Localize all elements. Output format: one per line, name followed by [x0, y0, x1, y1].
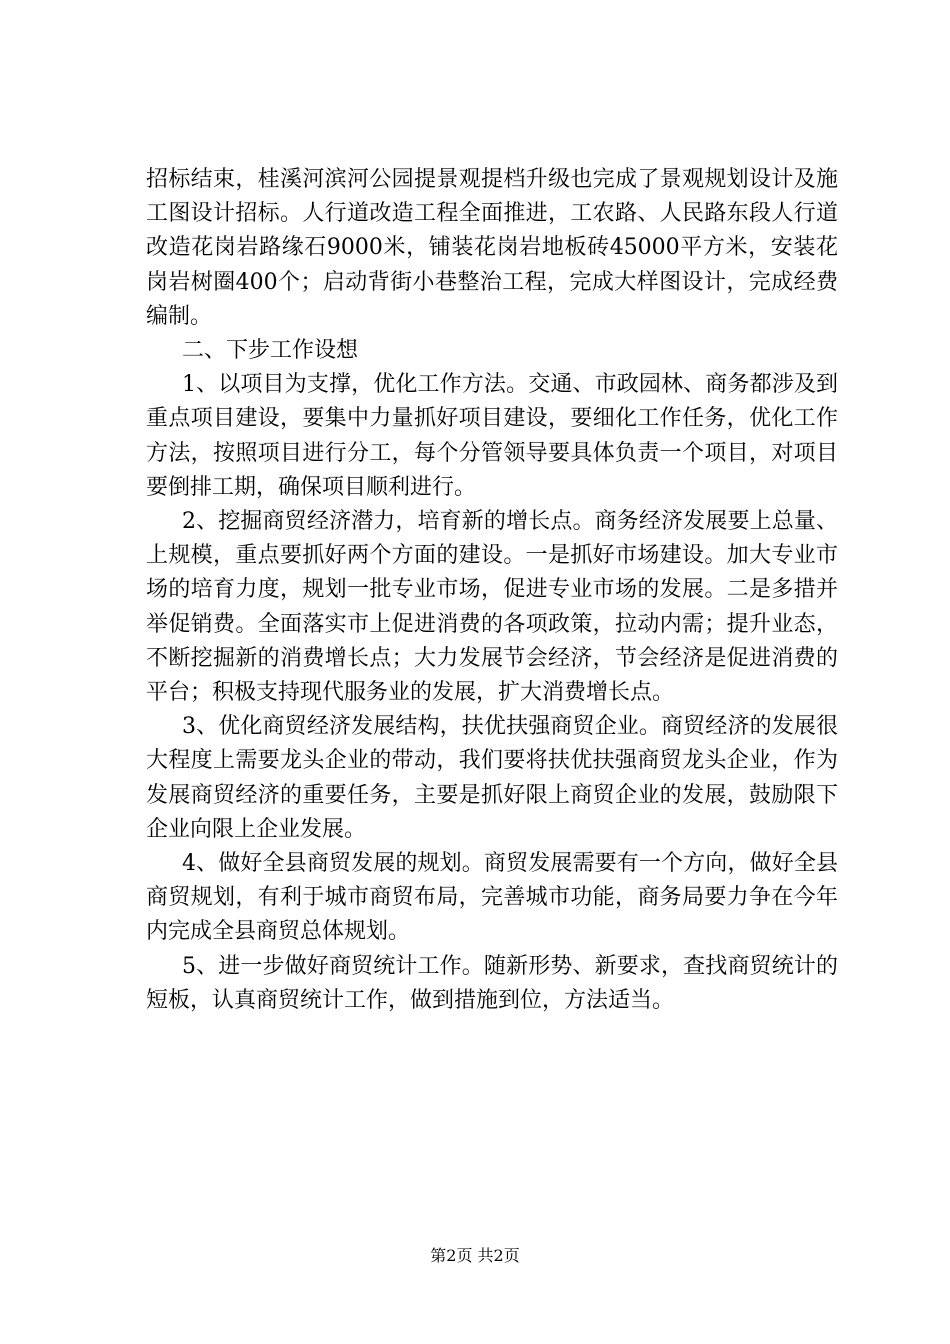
paragraph-continuation: 招标结束，桂溪河滨河公园提景观提档升级也完成了景观规划设计及施工图设计招标。人行道改造工程全面推进，工农路、人民路东段人行道改造花岗岩路缘石9000米，铺装花岗岩地板砖45000平方米，安装花岗岩树圈400个；启动背街小巷整治工程，完成大样图设计，完成经费编制。 — [146, 167, 838, 329]
page-footer — [0, 1246, 950, 1266]
paragraph-item-2: 2、挖掘商贸经济潜力，培育新的增长点。商务经济发展要上总量、上规模，重点要抓好两个方面的建设。一是抓好市场建设。加大专业市场的培育力度，规划一批专业市场，促进专业市场的发展。二是多措并举促销费。全面落实市上促进消费的各项政策，拉动内需；提升业态，不断挖掘新的消费增长点；大力发展节会经济，节会经济是促进消费的平台；积极支持现代服务业的发展，扩大消费增长点。 — [146, 509, 838, 706]
paragraph-item-3: 3、优化商贸经济发展结构，扶优扶强商贸企业。商贸经济的发展很大程度上需要龙头企业的带动，我们要将扶优扶强商贸龙头企业，作为发展商贸经济的重要任务，主要是抓好限上商贸企业的发展，鼓励限下企业向限上企业发展。 — [146, 714, 838, 842]
page-number-label: 第2页 共2页 — [430, 1246, 520, 1265]
section-heading-next-steps: 二、下步工作设想 — [182, 338, 359, 364]
document-body — [146, 163, 838, 1018]
paragraph-item-1: 1、以项目为支撑，优化工作方法。交通、市政园林、商务都涉及到重点项目建设，要集中力量抓好项目建设，要细化工作任务，优化工作方法，按照项目进行分工，每个分管领导要具体负责一个项目，对项目要倒排工期，确保项目顺利进行。 — [146, 372, 838, 500]
paragraph-item-4: 4、做好全县商贸发展的规划。商贸发展需要有一个方向，做好全县商贸规划，有利于城市商贸布局，完善城市功能，商务局要力争在今年内完成全县商贸总体规划。 — [146, 851, 838, 945]
paragraph-item-5: 5、进一步做好商贸统计工作。随新形势、新要求，查找商贸统计的短板，认真商贸统计工作，做到措施到位，方法适当。 — [146, 953, 838, 1013]
